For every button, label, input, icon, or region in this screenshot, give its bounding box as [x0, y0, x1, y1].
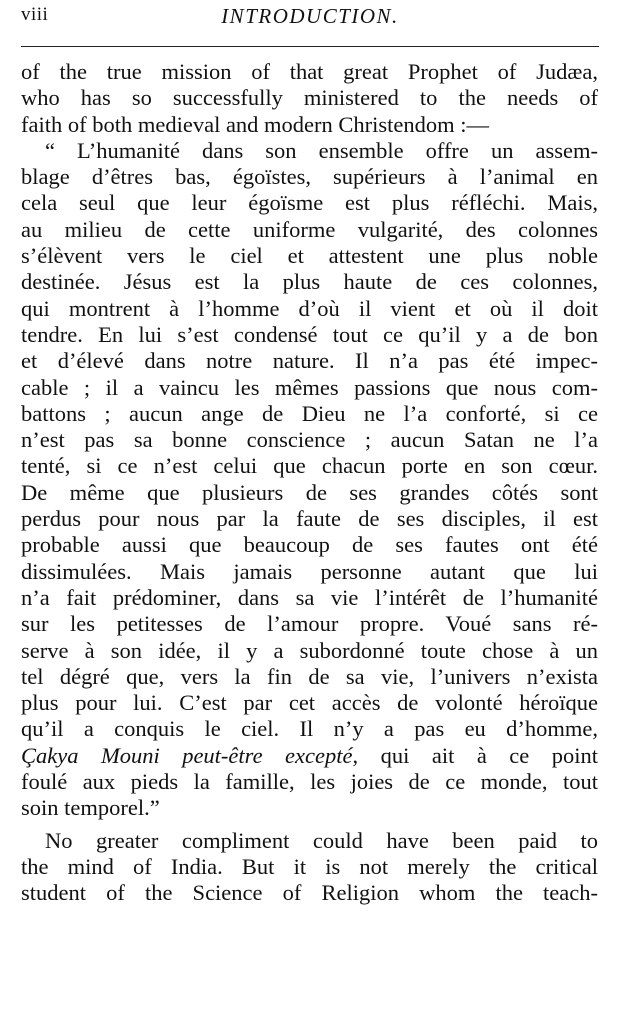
quotation-line: n’a fait prédominer, dans sa vie l’intérêt de l’humanité: [21, 584, 598, 610]
quotation-line: soin temporel.”: [21, 795, 160, 821]
text-line: student of the Science of Religion whom the teach-: [21, 880, 598, 906]
quotation-line: blage d’êtres bas, égoïstes, supérieurs à l’animal en: [21, 164, 598, 190]
quotation-line: sur les petitesses de l’amour propre. Voué sans ré-: [21, 611, 598, 637]
header-rule: [21, 46, 599, 47]
text-line: No greater compliment could have been paid to: [45, 827, 598, 853]
quotation-line: battons ; aucun ange de Dieu ne l’a conforté, si ce: [21, 400, 598, 426]
running-title: INTRODUCTION.: [221, 4, 399, 28]
quotation-line: serve à son idée, il y a subordonné toute chose à un: [21, 637, 598, 663]
quotation-line: De même que plusieurs de ses grandes côtés sont: [21, 479, 598, 505]
quotation-line: cela seul que leur égoïsme est plus réfléchi. Mais,: [21, 190, 598, 216]
quotation-line: foulé aux pieds la famille, les joies de ce monde, tout: [21, 769, 598, 795]
quotation-line: tel dégré que, vers la fin de sa vie, l’univers n’exista: [21, 663, 598, 689]
text-line: of the true mission of that great Prophet of Judæa,: [21, 59, 598, 84]
quotation-line: probable aussi que beaucoup de ses fautes ont été: [21, 532, 598, 558]
italic-phrase: Çakya Mouni peut-être excepté: [21, 742, 353, 768]
quotation-line: dissimulées. Mais jamais personne autant que lui: [21, 558, 598, 584]
quotation-line-with-italic: [21, 743, 598, 769]
text-line: the mind of India. But it is not merely the critical: [21, 853, 598, 879]
quotation-line: au milieu de cette uniforme vulgarité, des colonnes: [21, 216, 598, 242]
quotation-line: plus pour lui. C’est par cet accès de volonté héroïque: [21, 690, 598, 716]
quotation-line: qu’il a conquis le ciel. Il n’y a pas eu d’homme,: [21, 716, 598, 742]
quotation-line: cable ; il a vaincu les mêmes passions que nous com-: [21, 374, 598, 400]
text-line: who has so successfully ministered to the needs of: [21, 85, 598, 111]
quotation-line: n’est pas sa bonne conscience ; aucun Satan ne l’a: [21, 427, 598, 453]
quotation-line-rest: , qui ait à ce point: [352, 742, 598, 768]
text-line: faith of both medieval and modern Christendom :—: [21, 111, 490, 137]
quotation-line: “ L’humanité dans son ensemble offre un assem-: [45, 137, 598, 163]
quotation-line: destinée. Jésus est la plus haute de ces colonnes,: [21, 269, 598, 295]
quotation-line: s’élèvent vers le ciel et attestent une plus noble: [21, 243, 598, 269]
quotation-line: tenté, si ce n’est celui que chacun porte en son cœur.: [21, 453, 598, 479]
quotation-line: et d’élevé dans notre nature. Il n’a pas été impec-: [21, 348, 598, 374]
quotation-line: tendre. En lui s’est condensé tout ce qu’il y a de bon: [21, 321, 598, 347]
page-number: viii: [21, 4, 49, 25]
running-head: [21, 4, 599, 32]
body-text: [21, 59, 598, 907]
quotation-line: perdus pour nous par la faute de ses disciples, il est: [21, 506, 598, 532]
quotation-line: qui montrent à l’homme d’où il vient et où il doit: [21, 295, 598, 321]
